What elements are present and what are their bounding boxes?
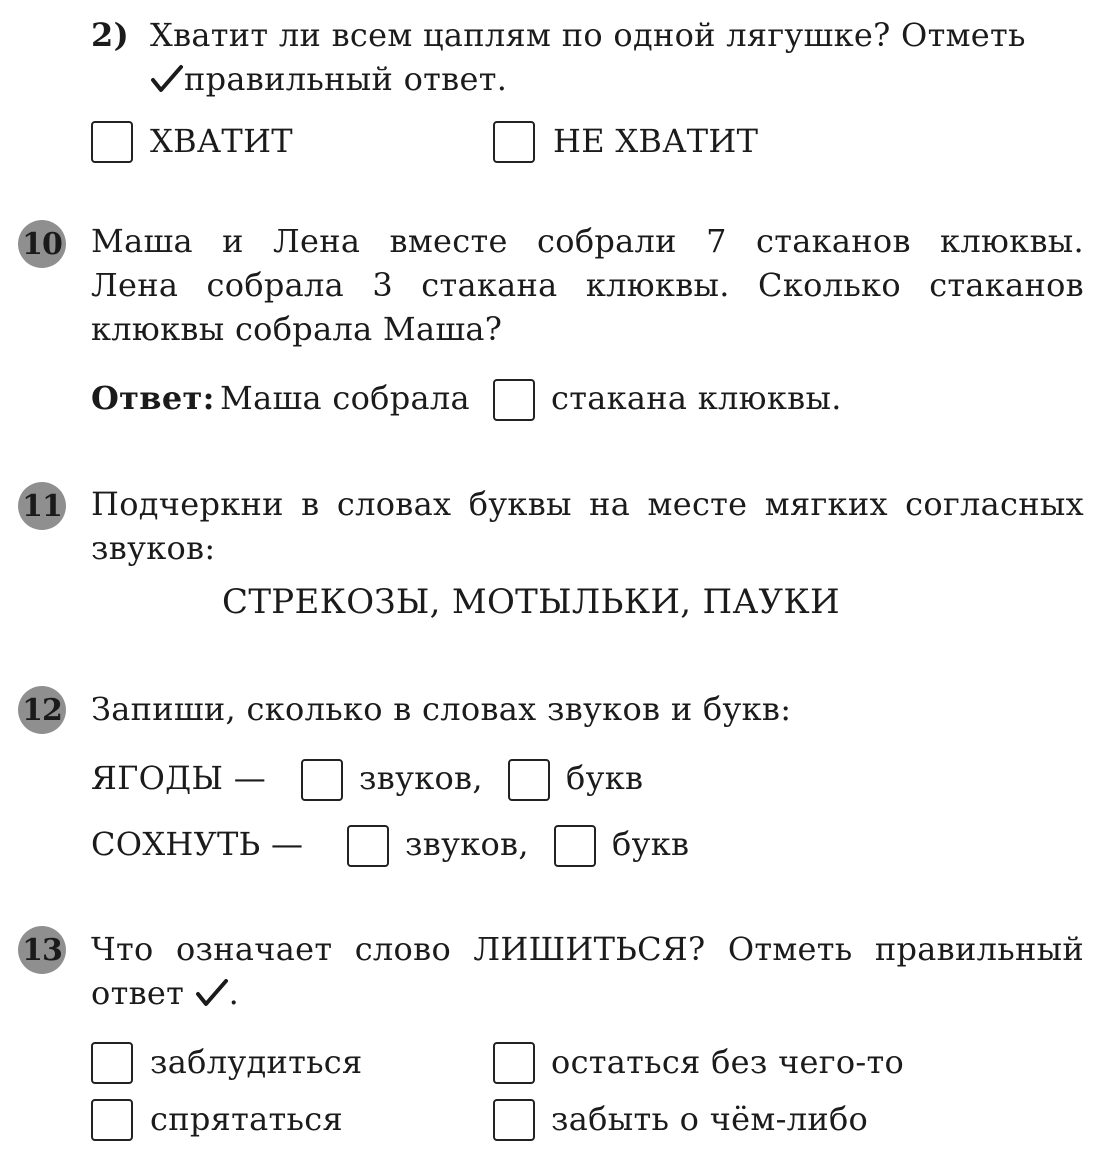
question-text-fragment: правильный ответ. [184, 60, 508, 98]
question-text-line: Что означает слово ЛИШИТЬСЯ? Отметь правильный [91, 930, 1084, 968]
question-text-line: Запиши, сколько в словах звуков и букв: [91, 690, 792, 728]
answer-checkbox[interactable] [493, 1042, 535, 1084]
option-label: НЕ ХВАТИТ [553, 122, 759, 160]
sounds-label: звуков, [405, 825, 529, 863]
word-label: ЯГОДЫ — [91, 759, 267, 797]
answer-checkbox-not-enough[interactable] [493, 121, 535, 163]
question-number-badge: 12 [18, 686, 66, 734]
question-text-line: звуков: [91, 529, 216, 567]
answer-checkbox[interactable] [91, 1099, 133, 1141]
question-text-fragment: . [228, 974, 240, 1012]
question-number-badge: 11 [18, 482, 66, 530]
answer-checkbox-enough[interactable] [91, 121, 133, 163]
question-text-line: Лена собрала 3 стакана клюквы. Сколько стаканов [91, 266, 1084, 304]
option-label: заблудиться [150, 1043, 363, 1081]
option-label: ХВАТИТ [150, 122, 293, 160]
option-label: остаться без чего-то [551, 1043, 905, 1081]
answer-text: Маша собрала [220, 379, 470, 417]
letters-label: букв [612, 825, 690, 863]
checkmark-icon [195, 978, 229, 1008]
answer-checkbox[interactable] [493, 1099, 535, 1141]
option-label: спрятаться [150, 1100, 343, 1138]
letters-count-box[interactable] [508, 759, 550, 801]
word-list[interactable]: СТРЕКОЗЫ, МОТЫЛЬКИ, ПАУКИ [222, 582, 840, 622]
letters-label: букв [566, 759, 644, 797]
question-text-line [91, 971, 239, 1015]
answer-text: стакана клюквы. [551, 379, 842, 417]
letters-count-box[interactable] [554, 825, 596, 867]
checkmark-icon [150, 64, 184, 94]
sounds-count-box[interactable] [347, 825, 389, 867]
answer-checkbox[interactable] [91, 1042, 133, 1084]
word-label: СОХНУТЬ — [91, 825, 304, 863]
question-text-line [150, 57, 507, 101]
option-label: забыть о чём-либо [551, 1100, 869, 1138]
question-number-badge: 10 [18, 220, 66, 268]
answer-number-box[interactable] [493, 379, 535, 421]
sounds-count-box[interactable] [301, 759, 343, 801]
question-text-line: Маша и Лена вместе собрали 7 стаканов клюквы. [91, 222, 1084, 260]
answer-label: Ответ: [91, 379, 215, 417]
sounds-label: звуков, [359, 759, 483, 797]
question-text-line: Подчеркни в словах буквы на месте мягких согласных [91, 485, 1084, 523]
sub-question-number: 2) [91, 16, 130, 54]
question-text-line: клюквы собрала Маша? [91, 310, 503, 348]
question-number-badge: 13 [18, 926, 66, 974]
question-text-fragment: ответ [91, 974, 185, 1012]
question-text-line: Хватит ли всем цаплям по одной лягушке? Отметь [150, 16, 1026, 54]
